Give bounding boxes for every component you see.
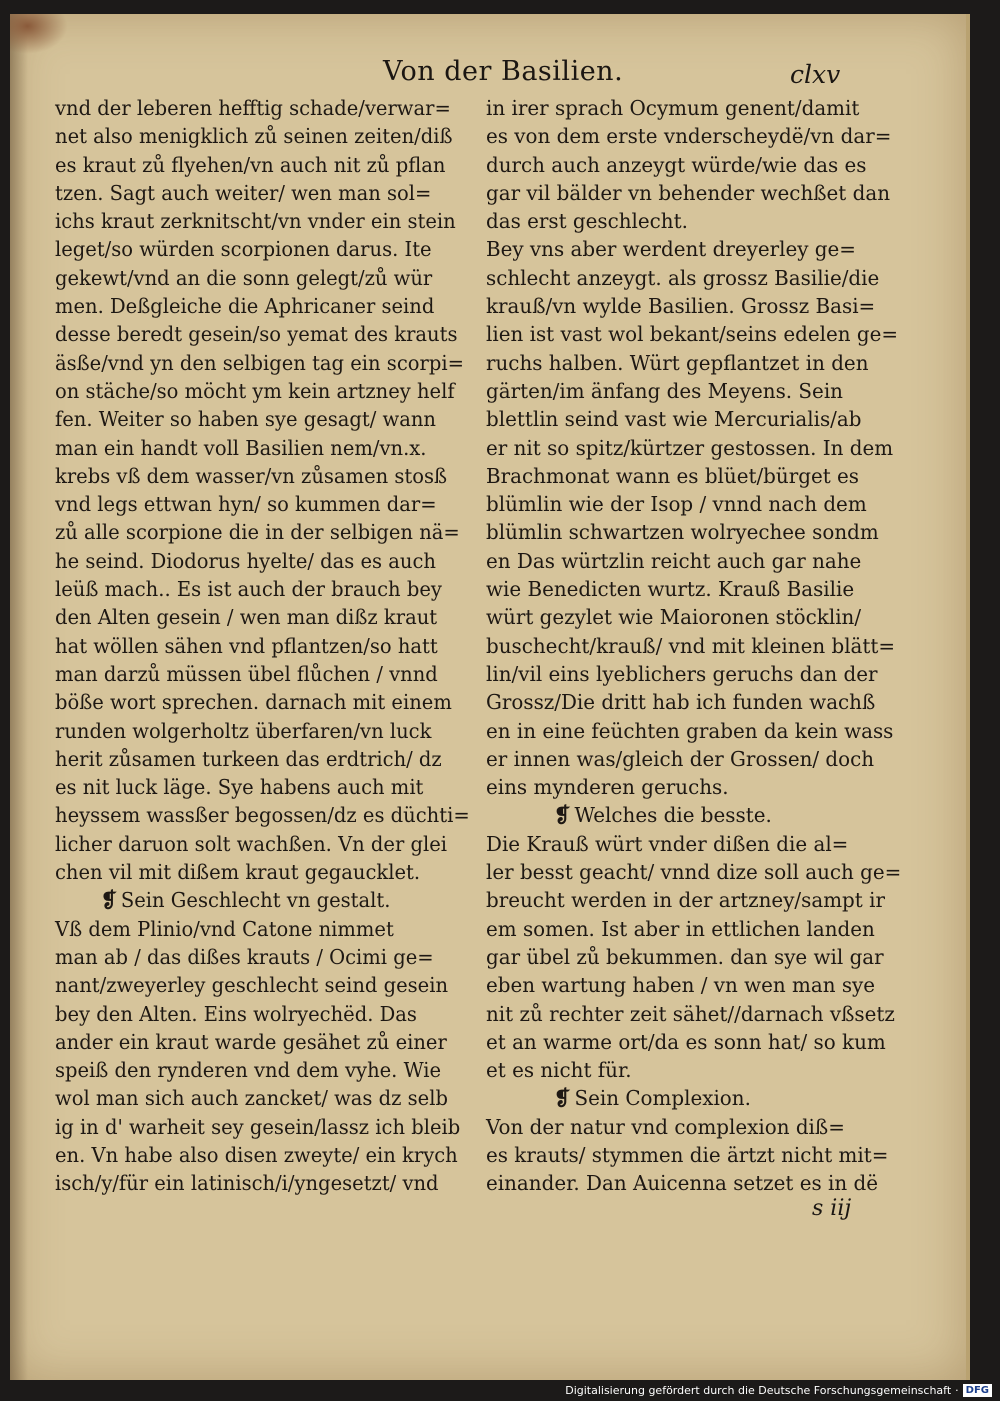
page-corner-stain — [10, 14, 68, 54]
section-heading — [486, 801, 901, 829]
text-line: man ein handt voll Basilien nem/vn.x. — [55, 435, 427, 460]
text-line: chen vil mit dißem kraut gegaucklet. — [55, 860, 421, 885]
text-line: schlecht anzeygt. als grossz Basilie/die — [486, 265, 880, 290]
text-line: ler besst geacht/ vnnd dize soll auch ge= — [486, 860, 902, 885]
text-line: isch/y/für ein latinisch/i/yngesetzt/ vnd — [55, 1171, 439, 1196]
text-line: runden wolgerholtz überfaren/vn luck — [55, 718, 432, 743]
text-line: speiß den rynderen vnd dem vyhe. Wie — [55, 1058, 442, 1083]
section-heading-text: Sein Complexion. — [574, 1086, 751, 1111]
text-line: vnd legs ettwan hyn/ so kummen dar= — [55, 492, 437, 517]
text-line: herit zůsamen turkeen das erdtrich/ dz — [55, 746, 442, 771]
text-line: en Das würtzlin reicht auch gar nahe — [486, 548, 862, 573]
text-line: durch auch anzeygt würde/wie das es — [486, 152, 867, 177]
text-line: einander. Dan Auicenna setzet es in dë — [486, 1171, 879, 1196]
text-line: he seind. Diodorus hyelte/ das es auch — [55, 548, 436, 573]
section-heading-text: Welches die besste. — [574, 803, 772, 828]
text-line: men. Deßgleiche die Aphricaner seind — [55, 294, 435, 319]
text-line: Die Krauß würt vnder dißen die al= — [486, 831, 849, 856]
text-line: er nit so spitz/kürtzer gestossen. In dem — [486, 435, 894, 460]
text-line: en. Vn habe also disen zweyte/ ein krych — [55, 1142, 458, 1167]
text-line: ander ein kraut warde gesähet zů einer — [55, 1029, 447, 1054]
text-line: Grossz/Die dritt hab ich funden wachß — [486, 690, 876, 715]
footer-text: Digitalisierung gefördert durch die Deutsche Forschungsgemeinschaft — [565, 1384, 952, 1397]
section-heading — [486, 1084, 901, 1112]
text-line: würt gezylet wie Maioronen stöcklin/ — [486, 605, 862, 630]
signature-mark: s iij — [812, 1196, 852, 1221]
text-line: den Alten gesein / wen man dißz kraut — [55, 605, 438, 630]
footer-credit: Digitalisierung gefördert durch die Deutsche Forschungsgemeinschaft · DFG — [565, 1384, 992, 1397]
text-line: on stäche/so möcht ym kein artzney helf — [55, 378, 455, 403]
text-line: ig in d' warheit sey gesein/lassz ich bleib — [55, 1114, 461, 1139]
text-line: Brachmonat wann es blüet/bürget es — [486, 463, 860, 488]
text-line: es krauts/ stymmen die ärtzt nicht mit= — [486, 1142, 889, 1167]
text-line: leget/so würden scorpionen darus. Ite — [55, 237, 432, 262]
text-line: nant/zweyerley geschlecht seind gesein — [55, 973, 449, 998]
text-line: wol man sich auch zancket/ was dz selb — [55, 1086, 448, 1111]
dfg-logo: DFG — [963, 1384, 992, 1397]
section-heading-text: Sein Geschlecht vn gestalt. — [120, 888, 391, 913]
text-line: gar übel zů bekummen. dan sye wil gar — [486, 944, 884, 969]
text-line: gar vil bälder vn behender wechßet dan — [486, 180, 891, 205]
pilcrow-icon: ❡ — [553, 1086, 571, 1111]
text-line: eben wartung haben / vn wen man sye — [486, 973, 876, 998]
text-line: et es nicht für. — [486, 1058, 632, 1083]
text-line: wie Benedicten wurtz. Krauß Basilie — [486, 577, 855, 602]
text-line: man darzů müssen übel flůchen / vnnd — [55, 661, 438, 686]
text-line: et an warme ort/da es sonn hat/ so kum — [486, 1029, 886, 1054]
text-line: heyssem wassßer begossen/dz es düchti= — [55, 803, 470, 828]
text-line: ichs kraut zerknitscht/vn vnder ein stein — [55, 209, 456, 234]
text-line: em somen. Ist aber in ettlichen landen — [486, 916, 875, 941]
text-line: bey den Alten. Eins wolryechëd. Das — [55, 1001, 417, 1026]
right-column — [486, 94, 914, 1198]
text-line: zů alle scorpione die in der selbigen nä= — [55, 520, 460, 545]
text-line: Bey vns aber werdent dreyerley ge= — [486, 237, 856, 262]
text-line: es nit luck läge. Sye habens auch mit — [55, 775, 424, 800]
running-head: Von der Basilien. — [383, 56, 624, 87]
text-line: es kraut zů flyehen/vn auch nit zů pflan — [55, 152, 446, 177]
text-line: nit zů rechter zeit sähet//darnach vßsetz — [486, 1001, 895, 1026]
left-column — [55, 94, 491, 1198]
text-line: blettlin seind vast wie Mercurialis/ab — [486, 407, 862, 432]
text-line: krauß/vn wylde Basilien. Grossz Basi= — [486, 294, 876, 319]
text-line: krebs vß dem wasser/vn zůsamen stosß — [55, 463, 448, 488]
text-line: das erst geschlecht. — [486, 209, 688, 234]
pilcrow-icon: ❡ — [553, 803, 571, 828]
text-line: man ab / das dißes krauts / Ocimi ge= — [55, 944, 434, 969]
text-line: tzen. Sagt auch weiter/ wen man sol= — [55, 180, 432, 205]
text-line: breucht werden in der artzney/sampt ir — [486, 888, 885, 913]
text-line: fen. Weiter so haben sye gesagt/ wann — [55, 407, 437, 432]
text-line: gekewt/vnd an die sonn gelegt/zů wür — [55, 265, 433, 290]
page-spine-shadow — [10, 14, 28, 1380]
text-line: leüß mach.. Es ist auch der brauch bey — [55, 577, 442, 602]
text-line: äsße/vnd yn den selbigen tag ein scorpi= — [55, 350, 464, 375]
text-line: lin/vil eins lyeblichers geruchs dan der — [486, 661, 878, 686]
text-line: es von dem erste vnderscheydë/vn dar= — [486, 124, 892, 149]
text-line: gärten/im änfang des Meyens. Sein — [486, 378, 843, 403]
text-line: eins mynderen geruchs. — [486, 775, 729, 800]
text-line: buschecht/krauß/ vnd mit kleinen blätt= — [486, 633, 896, 658]
text-line: licher daruon solt wachßen. Vn der glei — [55, 831, 448, 856]
text-line: blümlin schwartzen wolryechee sondm — [486, 520, 879, 545]
text-line: en in eine feüchten graben da kein wass — [486, 718, 894, 743]
text-line: net also menigklich zů seinen zeiten/diß — [55, 124, 453, 149]
text-line: ruchs halben. Würt gepflantzet in den — [486, 350, 869, 375]
text-line: lien ist vast wol bekant/seins edelen ge= — [486, 322, 899, 347]
section-heading — [55, 886, 470, 914]
text-line: Vß dem Plinio/vnd Catone nimmet — [55, 916, 394, 941]
text-line: desse beredt gesein/so yemat des krauts — [55, 322, 458, 347]
text-line: vnd der leberen hefftig schade/verwar= — [55, 96, 451, 120]
text-line: blümlin wie der Isop / vnnd nach dem — [486, 492, 867, 517]
text-line: in irer sprach Ocymum genent/damit — [486, 96, 860, 120]
pilcrow-icon: ❡ — [100, 888, 118, 913]
text-line: er innen was/gleich der Grossen/ doch — [486, 746, 875, 771]
text-line: böße wort sprechen. darnach mit einem — [55, 690, 452, 715]
text-line: Von der natur vnd complexion diß= — [486, 1114, 845, 1139]
text-line: hat wöllen sähen vnd pflantzen/so hatt — [55, 633, 438, 658]
folio-number: clxv — [790, 60, 841, 89]
